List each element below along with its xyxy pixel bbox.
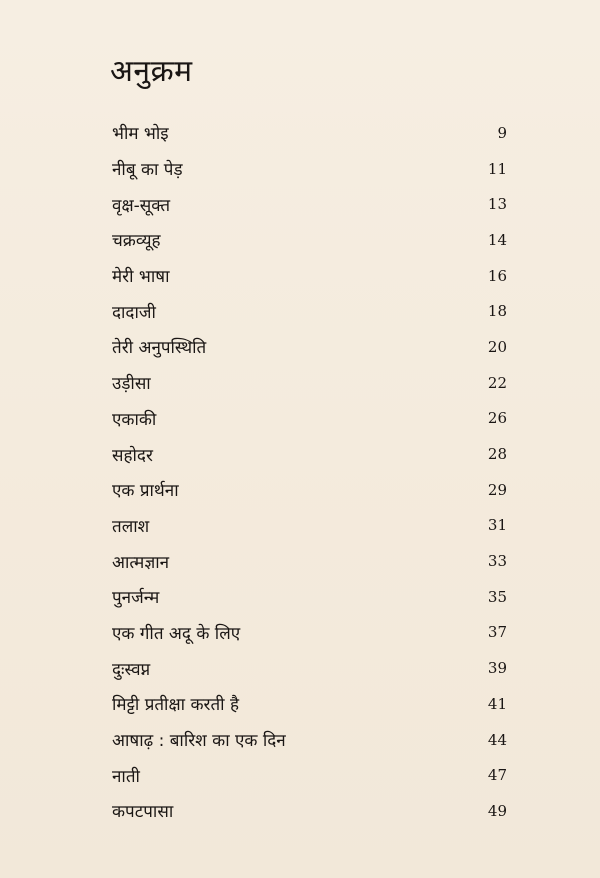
- toc-entry-title: तलाश: [112, 516, 150, 537]
- toc-entry-page: 26: [487, 409, 507, 428]
- toc-entry-page: 18: [487, 302, 507, 321]
- toc-entry-title: नाती: [112, 766, 140, 787]
- toc-entry-page: 14: [487, 230, 507, 249]
- toc-entry-title: कपटपासा: [112, 802, 174, 823]
- toc-entry: [112, 365, 507, 401]
- page-title: अनुक्रम: [110, 54, 193, 89]
- toc-entry-page: 44: [487, 730, 507, 749]
- toc-entry: [112, 258, 507, 294]
- toc-entry-title: मिट्टी प्रतीक्षा करती है: [112, 695, 239, 716]
- toc-entry-title: एकाकी: [112, 409, 157, 430]
- toc-entry-page: 16: [487, 266, 507, 285]
- toc-entry: [112, 472, 507, 508]
- toc-entry-title: दादाजी: [112, 302, 156, 323]
- toc-entry-page: 47: [487, 766, 507, 785]
- toc-entry-page: 49: [487, 801, 507, 820]
- toc-entry-page: 39: [487, 659, 507, 678]
- toc-entry: [112, 151, 507, 187]
- toc-entry-title: दुःस्वप्न: [112, 659, 151, 680]
- toc-entry-page: 41: [487, 694, 507, 713]
- toc-entry-title: सहोदर: [112, 445, 153, 466]
- toc-entry-title: नीबू का पेड़: [112, 160, 183, 181]
- toc-entry: [112, 543, 507, 579]
- table-of-contents: [112, 115, 507, 829]
- toc-entry-title: उड़ीसा: [112, 374, 151, 395]
- toc-entry: [112, 293, 507, 329]
- toc-entry-page: 9: [497, 123, 507, 142]
- toc-entry: [112, 650, 507, 686]
- toc-entry-page: 35: [487, 587, 507, 606]
- toc-entry-page: 11: [487, 159, 507, 178]
- toc-entry-title: एक गीत अदू के लिए: [112, 623, 241, 644]
- toc-entry: [112, 401, 507, 437]
- toc-entry-page: 20: [487, 337, 507, 356]
- toc-entry-title: आषाढ़ : बारिश का एक दिन: [112, 731, 286, 752]
- toc-entry-page: 31: [487, 516, 507, 535]
- toc-entry: [112, 115, 507, 151]
- toc-entry-title: चक्रव्यूह: [112, 231, 161, 252]
- toc-entry-title: मेरी भाषा: [112, 267, 170, 288]
- toc-entry: [112, 436, 507, 472]
- toc-entry: [112, 186, 507, 222]
- toc-entry: [112, 757, 507, 793]
- toc-entry-page: 28: [487, 445, 507, 464]
- toc-entry-title: आत्मज्ञान: [112, 552, 170, 573]
- toc-entry: [112, 329, 507, 365]
- toc-entry-page: 33: [487, 552, 507, 571]
- toc-entry: [112, 579, 507, 615]
- toc-entry: [112, 615, 507, 651]
- toc-entry-page: 37: [487, 623, 507, 642]
- toc-entry-page: 22: [487, 373, 507, 392]
- toc-entry-title: भीम भोइ: [112, 124, 169, 145]
- toc-entry-title: एक प्रार्थना: [112, 481, 179, 502]
- toc-entry-title: पुनर्जन्म: [112, 588, 160, 609]
- toc-entry: [112, 686, 507, 722]
- toc-entry: [112, 793, 507, 829]
- toc-entry: [112, 222, 507, 258]
- toc-entry: [112, 508, 507, 544]
- toc-entry-title: वृक्ष-सूक्त: [112, 195, 171, 216]
- toc-entry-page: 29: [487, 480, 507, 499]
- toc-entry-title: तेरी अनुपस्थिति: [112, 338, 207, 359]
- toc-entry: [112, 722, 507, 758]
- toc-entry-page: 13: [487, 195, 507, 214]
